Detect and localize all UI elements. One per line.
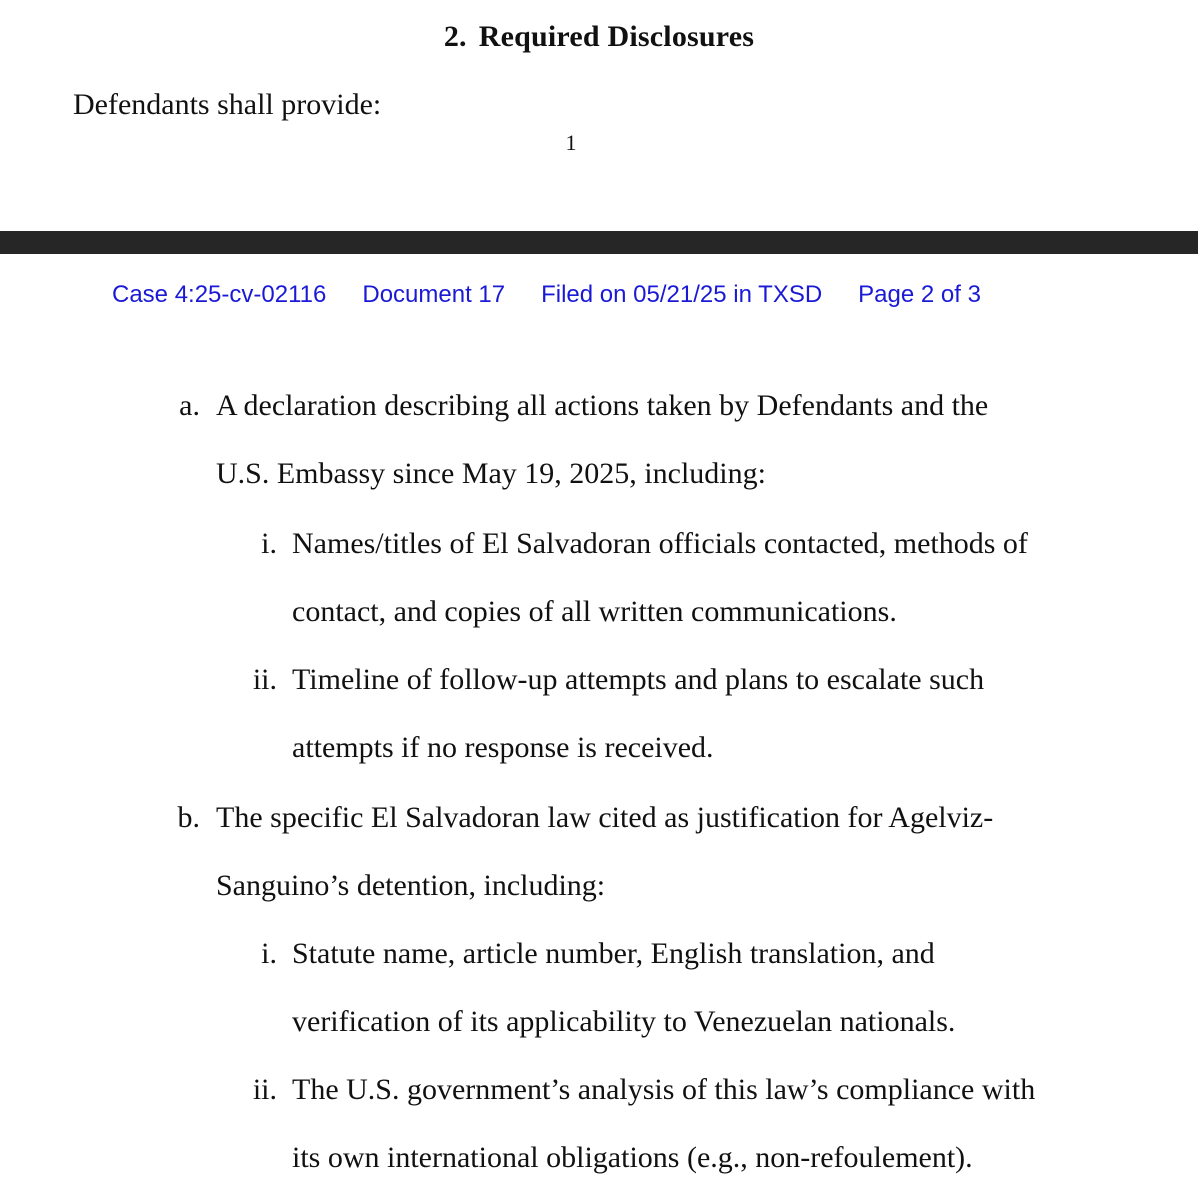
page-two-top <box>0 254 1198 1200</box>
subitem-a-i-line-2: contact, and copies of all written communications. <box>292 595 897 628</box>
page-number: 1 <box>565 130 577 155</box>
subitem-marker-a-ii: ii. <box>252 663 277 696</box>
subitem-marker-b-ii: ii. <box>252 1073 277 1106</box>
item-marker-a: a. <box>179 389 200 422</box>
subitem-b-ii-line-2: its own international obligations (e.g., non-refoulement). <box>292 1141 973 1174</box>
item-a-line-1: A declaration describing all actions taken by Defendants and the <box>216 389 989 422</box>
subitem-marker-b-i: i. <box>261 937 277 970</box>
subitem-b-i-line-2: verification of its applicability to Venezuelan nationals. <box>292 1005 956 1038</box>
page-one-bottom <box>0 0 1198 231</box>
item-b-line-2: Sanguino’s detention, including: <box>216 869 606 902</box>
document-number: Document 17 <box>362 281 506 308</box>
subitem-b-i-line-1: Statute name, article number, English translation, and <box>292 937 935 970</box>
section-title: Required Disclosures <box>478 20 755 53</box>
case-number: Case 4:25-cv-02116 <box>112 281 327 308</box>
subitem-a-ii-line-2: attempts if no response is received. <box>292 731 714 764</box>
item-b-line-1: The specific El Salvadoran law cited as justification for Agelviz- <box>216 801 994 834</box>
subitem-b-ii-line-1: The U.S. government’s analysis of this law’s compliance with <box>292 1073 1036 1106</box>
filed-date: Filed on 05/21/25 in TXSD <box>541 281 823 308</box>
page-divider <box>0 231 1198 254</box>
item-a-line-2: U.S. Embassy since May 19, 2025, including: <box>216 457 766 490</box>
page-indicator: Page 2 of 3 <box>858 281 981 308</box>
subitem-a-ii-line-1: Timeline of follow-up attempts and plans to escalate such <box>292 663 985 696</box>
section-heading <box>0 20 1198 54</box>
item-marker-b: b. <box>177 801 200 834</box>
section-number: 2. <box>443 20 467 53</box>
subitem-a-i-line-1: Names/titles of El Salvadoran officials contacted, methods of <box>292 527 1028 560</box>
subitem-marker-a-i: i. <box>261 527 277 560</box>
case-header <box>112 278 981 312</box>
intro-text: Defendants shall provide: <box>73 88 382 121</box>
